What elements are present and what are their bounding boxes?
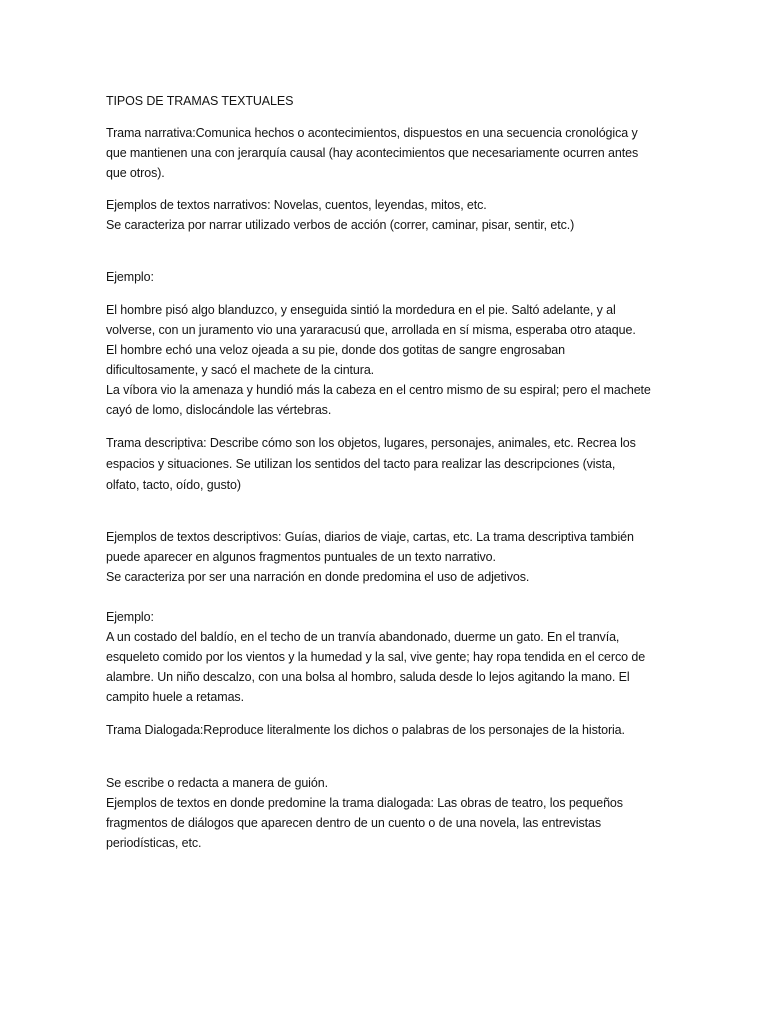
dialogue-definition-line: Trama Dialogada:Reproduce literalmente los dichos o palabras de los personajes de la historia.	[106, 723, 625, 737]
example-heading: Ejemplo:	[106, 270, 154, 284]
narrative-definition-line: que otros).	[106, 166, 165, 180]
descriptive-definition-line: olfato, tacto, oído, gusto)	[106, 478, 241, 492]
narrative-example-line: El hombre pisó algo blanduzco, y enseguida sintió la mordedura en el pie. Saltó adelante, y al	[106, 303, 616, 317]
narrative-example-line: dificultosamente, y sacó el machete de la cintura.	[106, 363, 375, 377]
dialogue-examples-line: Ejemplos de textos en donde predomine la trama dialogada: Las obras de teatro, los pequeños	[106, 796, 623, 810]
dialogue-script-line: Se escribe o redacta a manera de guión.	[106, 776, 328, 790]
narrative-examples-line: Ejemplos de textos narrativos: Novelas, cuentos, leyendas, mitos, etc.	[106, 198, 487, 212]
descriptive-example-line: esqueleto comido por los vientos y la humedad y la sal, vive gente; hay ropa tendida en el cerco de	[106, 650, 646, 664]
descriptive-definition-line: Trama descriptiva: Describe cómo son los objetos, lugares, personajes, animales, etc. Recrea los	[106, 436, 636, 450]
descriptive-examples-line: Ejemplos de textos descriptivos: Guías, diarios de viaje, cartas, etc. La trama descriptiva también	[106, 530, 634, 544]
descriptive-example-line: alambre. Un niño descalzo, con una bolsa al hombro, saluda desde lo lejos agitando la mano. El	[106, 670, 630, 684]
example-heading: Ejemplo:	[106, 610, 154, 624]
narrative-example-line: cayó de lomo, dislocándole las vértebras.	[106, 403, 332, 417]
dialogue-examples-line: periodísticas, etc.	[106, 836, 202, 850]
narrative-example-line: La víbora vio la amenaza y hundió más la cabeza en el centro mismo de su espiral; pero el machete	[106, 383, 651, 397]
narrative-definition-line: Trama narrativa:Comunica hechos o acontecimientos, dispuestos en una secuencia cronológica y	[106, 126, 638, 140]
descriptive-adjectives-line: Se caracteriza por ser una narración en donde predomina el uso de adjetivos.	[106, 570, 530, 584]
dialogue-examples-line: fragmentos de diálogos que aparecen dentro de un cuento o de una novela, las entrevistas	[106, 816, 602, 830]
descriptive-examples-line: puede aparecer en algunos fragmentos puntuales de un texto narrativo.	[106, 550, 496, 564]
document-title: TIPOS DE TRAMAS TEXTUALES	[106, 94, 294, 108]
descriptive-example-line: campito huele a retamas.	[106, 690, 244, 704]
narrative-definition-line: que mantienen una con jerarquía causal (hay acontecimientos que necesariamente ocurren antes	[106, 146, 639, 160]
descriptive-example-line: A un costado del baldío, en el techo de un tranvía abandonado, duerme un gato. En el tranvía,	[106, 630, 620, 644]
narrative-example-line: El hombre echó una veloz ojeada a su pie, donde dos gotitas de sangre engrosaban	[106, 343, 565, 357]
narrative-example-line: volverse, con un juramento vio una yararacusú que, arrollada en sí misma, esperaba otro ataque.	[106, 323, 636, 337]
descriptive-definition-line: espacios y situaciones. Se utilizan los sentidos del tacto para realizar las descripciones (vista,	[106, 457, 616, 471]
narrative-verbs-line: Se caracteriza por narrar utilizado verbos de acción (correr, caminar, pisar, sentir, etc.)	[106, 218, 575, 232]
